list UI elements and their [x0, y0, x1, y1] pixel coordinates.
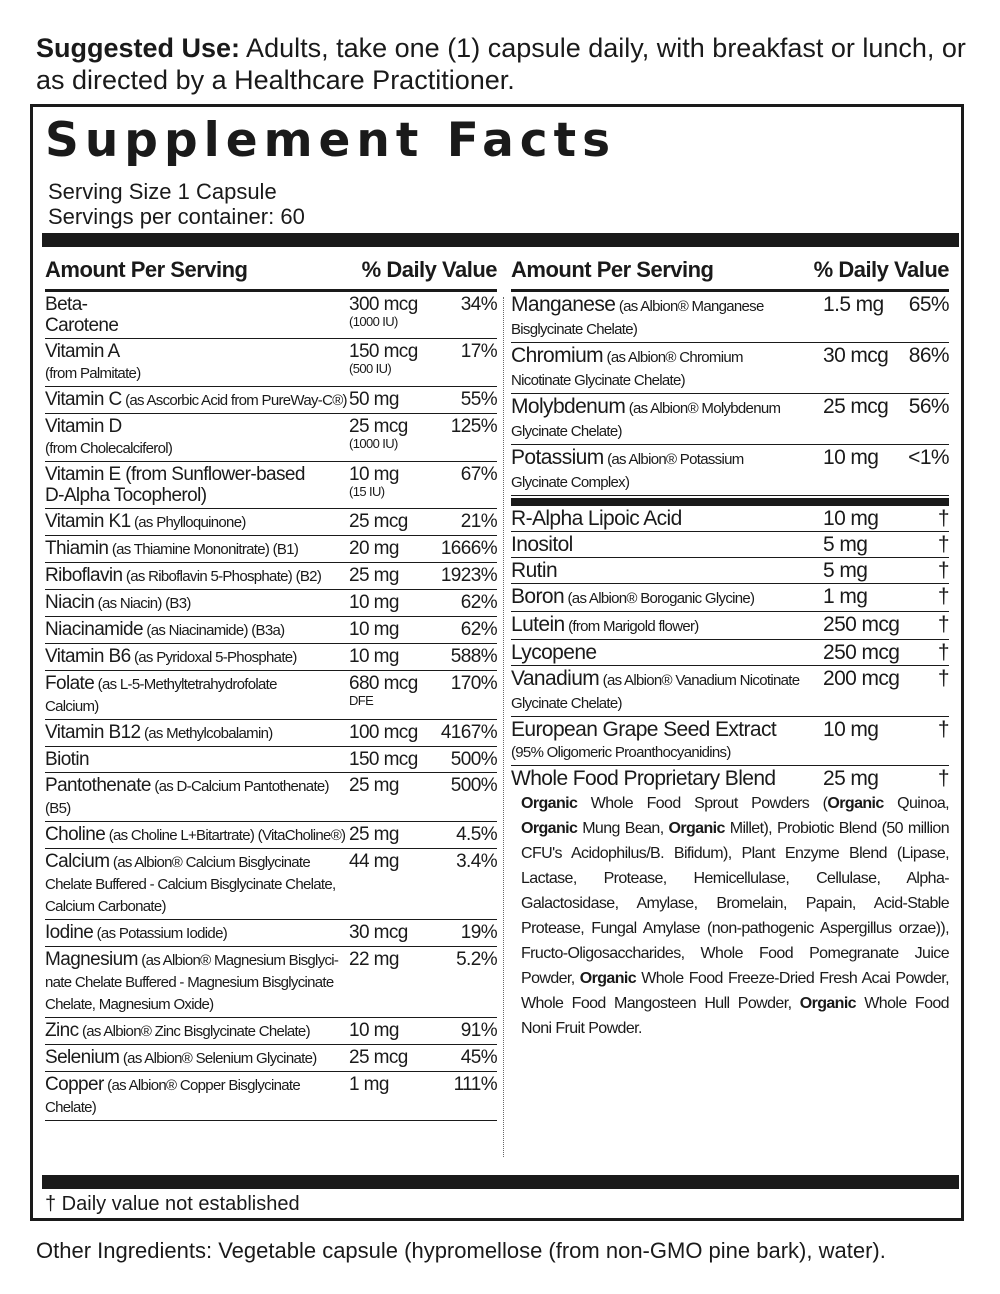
left-row [45, 339, 497, 387]
left-nutrient-name [45, 1020, 349, 1042]
amount-value: 25 mcg [349, 1047, 408, 1068]
left-nutrient-name [45, 538, 349, 560]
left-nutrient-name [45, 592, 349, 614]
right-other-nutrient-name [511, 508, 823, 529]
nutrient-source: (as Albion® Molybdenum [625, 400, 781, 417]
blend-text-segment: Whole Food Sprout Powders ( [577, 795, 828, 812]
nutrient-source: (as L-5-Methyltetrahydrofolate [94, 676, 277, 693]
right-other-nutrient-name [511, 719, 823, 763]
right-amount [823, 396, 903, 442]
nutrient-name-line2: Glycinate Chelate) [511, 695, 622, 712]
nutrient-label: Vitamin A [45, 341, 120, 362]
left-row [45, 509, 497, 536]
right-daily-value: 65% [908, 293, 949, 316]
left-nutrient-name [45, 646, 349, 668]
blend-text-segment: Whole Food Freeze-Dried Fresh Acai Powder, Whole Food Mangosteen Hull Powder, [521, 970, 949, 1012]
nutrient-label: Riboflavin [45, 565, 123, 586]
amount-value: 25 mcg [349, 416, 408, 437]
left-rows [45, 292, 497, 1121]
right-nutrient-name [511, 447, 823, 493]
column-divider [503, 297, 505, 1157]
nutrient-label: Vitamin B12 [45, 722, 141, 743]
nutrient-label: Lutein [511, 613, 565, 636]
nutrient-name-line2: (95% Oligomeric Proanthocyanidins) [511, 744, 731, 761]
organic-label: Organic [521, 820, 578, 837]
left-nutrient-name [45, 775, 349, 819]
left-daily-value: 34% [460, 294, 497, 315]
right-row [511, 445, 949, 496]
left-daily-value: 91% [460, 1020, 497, 1041]
nutrient-label: Calcium [45, 851, 110, 872]
organic-label: Organic [579, 970, 637, 987]
nutrient-label: Choline [45, 824, 106, 845]
left-row [45, 1018, 497, 1045]
serving-size: Serving Size 1 Capsule [48, 179, 277, 204]
left-amount [349, 592, 437, 614]
nutrient-label: Copper [45, 1074, 104, 1095]
left-amount [349, 464, 437, 506]
left-row [45, 720, 497, 747]
left-daily-value: 19% [460, 922, 497, 943]
nutrient-label: Folate [45, 673, 95, 694]
amount-sub: DFE [349, 693, 374, 708]
left-row [45, 617, 497, 644]
nutrient-source: (as Thiamine Mononitrate) (B1) [108, 541, 299, 558]
amount-value: 680 mcg [349, 673, 418, 694]
left-amount [349, 565, 437, 587]
amount-value: 1 mg [349, 1074, 389, 1095]
left-nutrient-name [45, 294, 349, 336]
left-daily-value: 170% [450, 673, 497, 694]
left-row [45, 644, 497, 671]
servings-per-container: Servings per container: 60 [48, 204, 305, 229]
nutrient-label: Iodine [45, 922, 94, 943]
right-other-nutrient-name [511, 586, 823, 609]
left-daily-value: 111% [453, 1074, 497, 1095]
nutrient-label: Vanadium [511, 667, 600, 690]
left-amount [349, 775, 437, 819]
amount-value: 300 mcg [349, 294, 418, 315]
amount-value: 200 mcg [823, 667, 900, 690]
left-daily-value: 4167% [440, 722, 497, 743]
left-row [45, 590, 497, 617]
right-nutrient-name [511, 294, 823, 340]
right-other-amount [823, 508, 903, 529]
left-row [45, 462, 497, 509]
nutrient-source: (as Riboflavin 5-Phosphate) (B2) [122, 568, 322, 585]
organic-label: Organic [668, 820, 725, 837]
left-row [45, 773, 497, 822]
right-header-amount: Amount Per Serving [511, 257, 714, 282]
right-other-nutrient-name [511, 642, 823, 663]
left-nutrient-name [45, 1047, 349, 1069]
nutrient-source: (as D-Calcium Pantothenate)(B5) [45, 778, 329, 817]
left-daily-value: 55% [460, 389, 497, 410]
left-amount [349, 294, 437, 336]
right-other-nutrient-name [511, 534, 823, 555]
nutrient-name-line2: Nicotinate Glycinate Chelate) [511, 372, 685, 389]
nutrient-name-line2: Bisglycinate Chelate) [511, 321, 638, 338]
organic-label: Organic [827, 795, 884, 812]
left-amount [349, 851, 437, 917]
amount-value: 10 mg [349, 1020, 399, 1041]
left-daily-value: 62% [460, 619, 497, 640]
right-other-row [511, 717, 949, 766]
supplement-facts-panel [30, 104, 964, 1221]
nutrient-name-line2: Carotene [45, 315, 119, 336]
amount-value: 44 mg [349, 851, 399, 872]
nutrient-source: (as Methylcobalamin) [140, 725, 273, 742]
nutrient-label: Thiamin [45, 538, 109, 559]
amount-sub: (1000 IU) [349, 314, 398, 329]
footnote: † Daily value not established [45, 1193, 300, 1215]
nutrient-source: (as Ascorbic Acid from PureWay-C®) [121, 392, 347, 409]
left-daily-value: 45% [460, 1047, 497, 1068]
left-nutrient-name [45, 749, 349, 770]
left-column [45, 251, 497, 1121]
organic-label: Organic [799, 995, 856, 1012]
other-ingredients: Other Ingredients: Vegetable capsule (hypromellose (from non-GMO pine bark), water). [36, 1238, 886, 1263]
left-amount [349, 1047, 437, 1069]
right-other-nutrient-name [511, 560, 823, 581]
nutrient-name-line2: Calcium) [45, 698, 99, 715]
nutrient-label: Pantothenate [45, 775, 151, 796]
right-other-amount [823, 642, 903, 663]
amount-value: 10 mg [823, 507, 879, 530]
amount-value: 20 mg [349, 538, 399, 559]
amount-value: 50 mg [349, 389, 399, 410]
left-row [45, 822, 497, 849]
left-amount [349, 1074, 437, 1118]
nutrient-label: European Grape Seed Extract [511, 718, 777, 741]
amount-value: 30 mcg [349, 922, 408, 943]
left-amount [349, 619, 437, 641]
nutrient-label: Vitamin C [45, 389, 122, 410]
left-nutrient-name [45, 1074, 349, 1118]
right-other-row [511, 532, 949, 558]
blend-text-segment: Quinoa, [883, 795, 950, 812]
left-row [45, 747, 497, 773]
left-amount [349, 341, 437, 384]
right-header [511, 251, 949, 292]
nutrient-label: Niacin [45, 592, 95, 613]
left-daily-value: 500% [450, 775, 497, 796]
amount-value: 250 mcg [823, 613, 900, 636]
right-amount [823, 447, 903, 493]
nutrient-label: Zinc [45, 1020, 79, 1041]
nutrient-label: Selenium [45, 1047, 120, 1068]
right-row [511, 292, 949, 343]
left-amount [349, 538, 437, 560]
right-other-row [511, 612, 949, 640]
nutrient-source: (as Niacinamide) (B3a) [142, 622, 285, 639]
right-other-amount [823, 668, 903, 714]
right-daily-value: 56% [908, 395, 949, 418]
amount-value: 10 mg [823, 718, 879, 741]
left-daily-value: 21% [460, 511, 497, 532]
thick-divider-bottom [42, 1175, 959, 1189]
amount-value: 10 mg [823, 446, 879, 469]
left-amount [349, 416, 437, 459]
nutrient-source: (as Albion® Calcium Bisglycinate [109, 854, 310, 871]
amount-value: 5 mg [823, 533, 868, 556]
left-nutrient-name [45, 922, 349, 944]
left-nutrient-name [45, 824, 349, 846]
nutrient-name-line2: (from Palmitate) [45, 365, 141, 382]
nutrient-source: (as Albion® Chromium [603, 349, 743, 366]
left-daily-value: 1923% [440, 565, 497, 586]
right-other-daily-value: † [937, 641, 949, 664]
blend-ingredients [521, 791, 949, 1041]
nutrient-source: (as Albion® Manganese [615, 298, 764, 315]
right-other-daily-value: † [937, 718, 949, 741]
left-amount [349, 511, 437, 533]
amount-value: 10 mg [349, 646, 399, 667]
left-daily-value: 4.5% [456, 824, 497, 845]
suggested-use-text: Adults, take one (1) capsule daily, with breakfast or lunch, or as directed by a Healthcare Practitioner. [36, 33, 966, 95]
left-nutrient-name [45, 416, 349, 459]
nutrient-source: (as Albion® Magnesium Bisglyci- [137, 952, 339, 969]
left-row [45, 536, 497, 563]
nutrient-name-line2: Glycinate Complex) [511, 474, 630, 491]
nutrient-source: (as Potassium Iodide) [93, 925, 228, 942]
suggested-use-label: Suggested Use: [36, 33, 241, 63]
left-header-dv: % Daily Value [361, 257, 497, 282]
nutrient-label: Niacinamide [45, 619, 143, 640]
right-other-amount [823, 719, 903, 763]
nutrient-label: Potassium [511, 446, 604, 469]
left-amount [349, 749, 437, 770]
left-nutrient-name [45, 565, 349, 587]
right-other-daily-value: † [937, 507, 949, 530]
left-nutrient-name [45, 511, 349, 533]
nutrient-label: Molybdenum [511, 395, 626, 418]
left-nutrient-name [45, 341, 349, 384]
blend-text-segment: Mung Bean, [577, 820, 669, 837]
left-nutrient-name [45, 949, 349, 1015]
amount-value: 250 mcg [823, 641, 900, 664]
blend-amount: 25 mg [823, 767, 879, 790]
right-other-amount [823, 586, 903, 609]
nutrient-label: Boron [511, 585, 565, 608]
nutrient-label: Manganese [511, 293, 616, 316]
left-row [45, 849, 497, 920]
amount-value: 22 mg [349, 949, 399, 970]
right-row [511, 394, 949, 445]
amount-value: 5 mg [823, 559, 868, 582]
left-daily-value: 500% [450, 749, 497, 770]
left-nutrient-name [45, 464, 349, 506]
right-row [511, 343, 949, 394]
amount-sub: (500 IU) [349, 361, 392, 376]
suggested-use [36, 32, 986, 96]
right-daily-value: 86% [908, 344, 949, 367]
blend-text-segment: Whole Food Noni Fruit Powder. [521, 995, 949, 1037]
amount-sub: (15 IU) [349, 484, 385, 499]
right-other-row [511, 666, 949, 717]
nutrient-name-line2: nate Chelate Buffered - Magnesium Bisglycinate Chelate, Magnesium Oxide) [45, 974, 334, 1013]
left-amount [349, 922, 437, 944]
amount-value: 100 mcg [349, 722, 418, 743]
nutrient-source: (as Albion® Selenium Glycinate) [119, 1050, 317, 1067]
nutrient-source: (as Albion® Potassium [603, 451, 744, 468]
left-row [45, 387, 497, 414]
left-amount [349, 722, 437, 744]
nutrient-source: (as Albion® Vanadium Nicotinate [599, 672, 800, 689]
right-header-dv: % Daily Value [813, 257, 949, 282]
left-row [45, 1045, 497, 1072]
nutrient-label: Magnesium [45, 949, 138, 970]
nutrient-source: (as Albion® Zinc Bisglycinate Chelate) [78, 1023, 310, 1040]
right-other-daily-value: † [937, 533, 949, 556]
nutrient-source: (as Pyridoxal 5-Phosphate) [130, 649, 297, 666]
right-other-daily-value: † [937, 667, 949, 690]
amount-value: 25 mcg [349, 511, 408, 532]
right-daily-value: <1% [908, 446, 949, 469]
thick-divider-top [42, 233, 959, 247]
nutrient-source: (as Albion® Copper Bisglycinate Chelate) [45, 1077, 300, 1116]
left-nutrient-name [45, 673, 349, 717]
left-amount [349, 646, 437, 668]
nutrient-label: Vitamin B6 [45, 646, 131, 667]
left-nutrient-name [45, 619, 349, 641]
nutrient-name-line2: Glycinate Chelate) [511, 423, 622, 440]
nutrient-label: Lycopene [511, 641, 597, 664]
amount-value: 25 mcg [823, 395, 889, 418]
serving-info [48, 179, 305, 229]
right-nutrient-name [511, 345, 823, 391]
amount-value: 150 mcg [349, 341, 418, 362]
right-other-row [511, 584, 949, 612]
right-column [511, 251, 949, 1041]
right-rows [511, 292, 949, 496]
left-row [45, 1072, 497, 1121]
nutrient-source: (as Phylloquinone) [130, 514, 246, 531]
right-other-nutrient-name [511, 668, 823, 714]
nutrient-source: (as Albion® Boroganic Glycine) [564, 590, 755, 607]
right-other-daily-value: † [937, 585, 949, 608]
blend-row [511, 766, 949, 791]
right-rows-other [511, 506, 949, 766]
panel-title: Supplement Facts [45, 113, 617, 168]
nutrient-source: (as Niacin) (B3) [94, 595, 191, 612]
nutrient-label: Inositol [511, 533, 573, 556]
left-amount [349, 824, 437, 846]
amount-value: 10 mg [349, 464, 399, 485]
right-nutrient-name [511, 396, 823, 442]
left-daily-value: 1666% [440, 538, 497, 559]
nutrient-name-line2: (from Cholecalciferol) [45, 440, 173, 457]
left-row [45, 920, 497, 947]
right-amount [823, 345, 903, 391]
amount-value: 150 mcg [349, 749, 418, 770]
left-row [45, 947, 497, 1018]
right-amount [823, 294, 903, 340]
right-other-row [511, 558, 949, 584]
nutrient-label: Rutin [511, 559, 558, 582]
amount-sub: (1000 IU) [349, 436, 398, 451]
left-amount [349, 1020, 437, 1042]
nutrient-label: Vitamin E (from Sunflower-based [45, 464, 305, 485]
blend-name: Whole Food Proprietary Blend [511, 767, 776, 790]
amount-value: 25 mg [349, 824, 399, 845]
left-row [45, 563, 497, 590]
right-other-amount [823, 560, 903, 581]
right-other-nutrient-name [511, 614, 823, 637]
blend-text-segment: Millet), Probiotic Blend (50 million CFU's Acidophilus/B. Bifidum), Plant Enzyme Blend (Lipase, Lactase, Protease, Hemicellulase, Cellulase, Alpha-Galactosidase, Amylase, Bromelain, Papain, Acid-Stable Protease, Fungal Amylase (non-pathogenic Aspergillus orzae)), Fructo-Oligosaccharides, Whole Food Pomegranate Juice Powder, [521, 820, 949, 987]
left-row [45, 414, 497, 462]
right-other-daily-value: † [937, 559, 949, 582]
amount-value: 25 mg [349, 775, 399, 796]
organic-label: Organic [521, 795, 578, 812]
left-row [45, 292, 497, 339]
nutrient-label: Vitamin D [45, 416, 122, 437]
left-daily-value: 588% [450, 646, 497, 667]
amount-value: 1.5 mg [823, 293, 884, 316]
nutrient-label: R-Alpha Lipoic Acid [511, 507, 682, 530]
left-nutrient-name [45, 851, 349, 917]
nutrient-label: Beta- [45, 294, 88, 315]
left-header-amount: Amount Per Serving [45, 257, 248, 282]
left-header [45, 251, 497, 292]
amount-value: 25 mg [349, 565, 399, 586]
left-daily-value: 3.4% [456, 851, 497, 872]
nutrient-source: (as Choline L+Bitartrate) (VitaCholine®) [105, 827, 346, 844]
nutrient-label: Vitamin K1 [45, 511, 131, 532]
left-daily-value: 62% [460, 592, 497, 613]
left-amount [349, 389, 437, 411]
section-divider [511, 498, 949, 506]
right-other-amount [823, 534, 903, 555]
right-other-amount [823, 614, 903, 637]
nutrient-label: Biotin [45, 749, 89, 770]
left-daily-value: 5.2% [456, 949, 497, 970]
left-daily-value: 67% [460, 464, 497, 485]
left-row [45, 671, 497, 720]
blend-dv: † [937, 767, 949, 790]
right-other-daily-value: † [937, 613, 949, 636]
left-daily-value: 17% [460, 341, 497, 362]
nutrient-name-line2: Chelate Buffered - Calcium Bisglycinate Chelate, Calcium Carbonate) [45, 876, 336, 915]
nutrient-source: (from Marigold flower) [564, 618, 699, 635]
left-daily-value: 125% [450, 416, 497, 437]
left-amount [349, 949, 437, 1015]
amount-value: 10 mg [349, 619, 399, 640]
nutrient-name-line2: D-Alpha Tocopherol) [45, 485, 207, 506]
amount-value: 30 mcg [823, 344, 889, 367]
left-nutrient-name [45, 722, 349, 744]
amount-value: 10 mg [349, 592, 399, 613]
left-amount [349, 673, 437, 717]
right-other-row [511, 640, 949, 666]
nutrient-label: Chromium [511, 344, 604, 367]
left-nutrient-name [45, 389, 349, 411]
amount-value: 1 mg [823, 585, 868, 608]
right-other-row [511, 506, 949, 532]
